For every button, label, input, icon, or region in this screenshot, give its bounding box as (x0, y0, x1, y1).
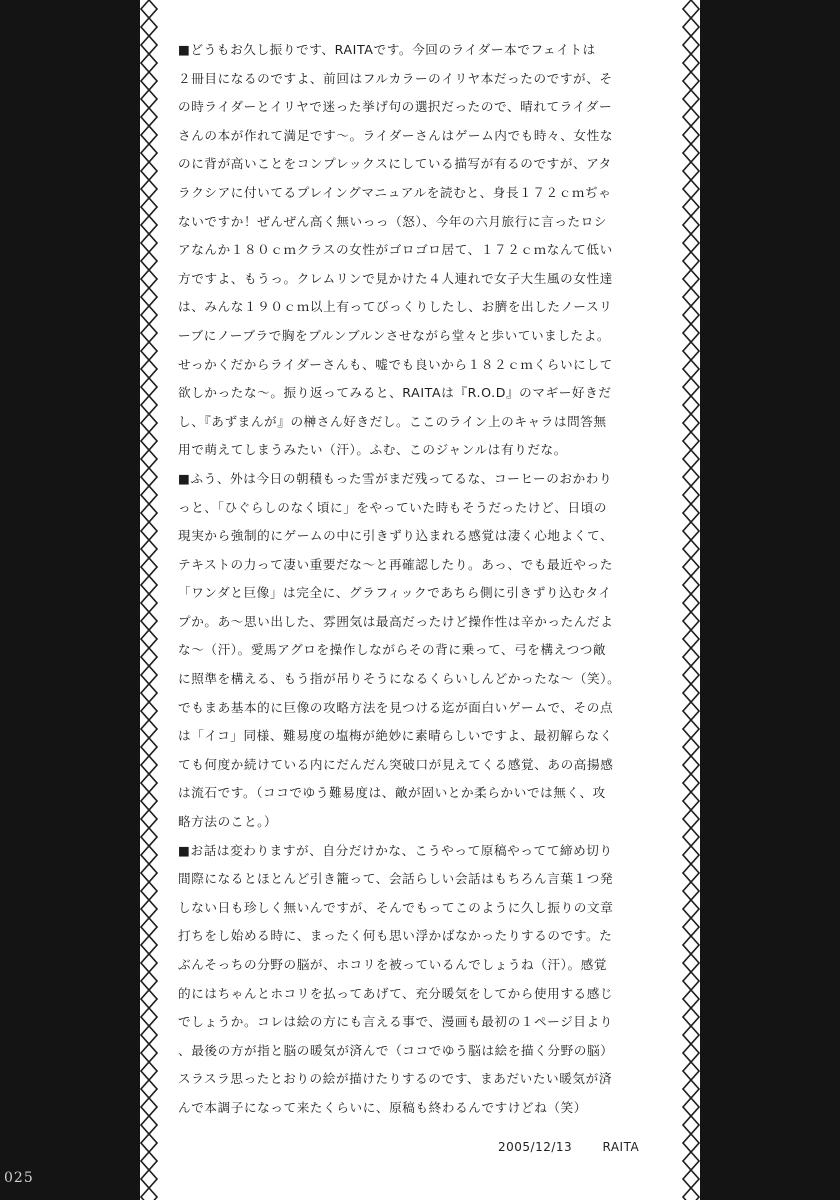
diamond-ornament (683, 1170, 699, 1188)
diamond-ornament (141, 990, 157, 1008)
text-line: 「ワンダと巨像」は完全に、グラフィックであちら側に引きずり込むタイ (178, 585, 612, 601)
text-line: ーブにノーブラで胸をブルンブルンさせながら堂々と歩いていましたよ。 (178, 327, 611, 343)
diamond-ornament (141, 18, 157, 36)
diamond-ornament (141, 954, 157, 972)
text-line: 的にはちゃんとホコリを払ってあげて、充分暖気をしてから使用する感じ (178, 985, 614, 1001)
diamond-ornament (141, 810, 157, 828)
diamond-ornament (141, 54, 157, 72)
diamond-ornament (141, 1134, 157, 1152)
text-line: ぶんそっちの分野の脳が、ホコリを被っているんでしょうね（汗）。感覚 (178, 957, 608, 972)
diamond-ornament (141, 468, 157, 486)
diamond-ornament (141, 792, 157, 810)
diamond-ornament (141, 252, 157, 270)
diamond-ornament (141, 144, 157, 162)
text-line: 欲しかったな～。振り返ってみると、RAITAは『R.O.D』のマギー好きだ (178, 385, 612, 401)
diamond-ornament (141, 666, 157, 684)
diamond-ornament (141, 270, 157, 288)
diamond-ornament (141, 1098, 157, 1116)
diamond-ornament (141, 126, 157, 144)
diamond-ornament (141, 846, 157, 864)
text-line: ■ふう、外は今日の朝積もった雪がまだ残ってるな、コーヒーのおかわり (178, 470, 613, 486)
text-line: 、最後の方が指と脳の暖気が済んで（ココでゆう脳は絵を描く分野の脳） (178, 1042, 614, 1058)
diamond-ornament (141, 720, 157, 738)
diamond-ornament (141, 72, 157, 90)
text-line: せっかくだからライダーさんも、嘘でも良いから１８２ｃｍくらいにして (178, 356, 613, 372)
text-line: 現実から強制的にゲームの中に引きずり込まれる感覚は凄く心地よくて、 (178, 528, 614, 544)
diamond-ornament (141, 504, 157, 522)
text-line: は「イコ」同様、難易度の塩梅が絶妙に素晴らしいですよ、最初解らなく (178, 728, 613, 744)
diamond-ornament (141, 738, 157, 756)
text-line: 方ですよ、もうっ。クレムリンで見かけた４人連れで女子大生風の女性達 (178, 270, 613, 286)
diamond-ornament (141, 324, 157, 342)
diamond-ornament (141, 288, 157, 306)
text-line: ラクシアに付いてるプレイングマニュアルを読むと、身長１７２ｃｍぢゃ (178, 184, 612, 200)
diamond-ornament (141, 342, 157, 360)
diamond-ornament (141, 450, 157, 468)
text-line: な～（汗）。愛馬アグロを操作しながらその背に乗って、弓を構えつつ敵 (178, 642, 607, 658)
diamond-ornament (141, 882, 157, 900)
diamond-ornament (683, 18, 699, 36)
text-line: に照準を構える、もう指が吊りそうになるくらいしんどかったな～（笑）。 (178, 671, 621, 687)
diamond-ornament (683, 1134, 699, 1152)
diamond-ornament (141, 1116, 157, 1134)
diamond-ornament (683, 0, 699, 18)
diamond-ornament (141, 1026, 157, 1044)
text-line: 用で萌えてしまうみたい（汗）。ふむ、このジャンルは有りだな。 (178, 442, 567, 458)
paragraph-3 (178, 837, 688, 1123)
diamond-ornament (141, 630, 157, 648)
diamond-ornament (141, 522, 157, 540)
text-line: テキストの力って凄い重要だな～と再確認したり。あっ、でも最近やった (178, 556, 614, 572)
right-dark-margin (700, 0, 840, 1200)
diamond-ornament (141, 378, 157, 396)
text-line: でしょうか。コレは絵の方にも言える事で、漫画も最初の１ページ目より (178, 1014, 613, 1030)
diamond-ornament (141, 162, 157, 180)
diamond-ornament (141, 36, 157, 54)
diamond-ornament (141, 918, 157, 936)
diamond-ornament (141, 414, 157, 432)
diamond-ornament (141, 540, 157, 558)
diamond-ornament (141, 576, 157, 594)
diamond-ornament (683, 1152, 699, 1170)
diamond-ornament (141, 828, 157, 846)
diamond-ornament (141, 648, 157, 666)
text-line: は流石です。（ココでゆう難易度は、敵が固いとか柔らかいでは無く、攻 (178, 785, 606, 801)
diamond-ornament (141, 306, 157, 324)
text-line: プか。あ～思い出した、雰囲気は最高だったけど操作性は辛かったんだよ (178, 613, 614, 629)
diamond-ornament (141, 756, 157, 774)
left-dark-margin (0, 0, 140, 1200)
text-line: スラスラ思ったとおりの絵が描けたりするのです、まあだいたい暖気が済 (178, 1071, 613, 1087)
essay-text (178, 36, 688, 1123)
text-line: ても何度か続けている内にだんだん突破口が見えてくる感覚、あの高揚感 (178, 756, 614, 772)
text-line: さんの本が作れて満足です～。ライダーさんはゲーム内でも時々、女性な (178, 127, 614, 143)
diamond-ornament (141, 702, 157, 720)
diamond-ornament (141, 486, 157, 504)
text-line: し、『あずまんが』の榊さん好きだし。ここのライン上のキャラは問答無 (178, 413, 607, 429)
diamond-ornament (141, 558, 157, 576)
text-line: のに背が高いことをコンプレックスにしている描写が有るのですが、アタ (178, 156, 612, 172)
diamond-ornament (141, 234, 157, 252)
diamond-ornament (141, 432, 157, 450)
diamond-ornament (141, 360, 157, 378)
text-line: の時ライダーとイリヤで迷った挙げ句の選択だったので、晴れてライダー (178, 99, 613, 115)
diamond-ornament (141, 1080, 157, 1098)
diamond-ornament (141, 1062, 157, 1080)
signature-date: 2005/12/13 (498, 1140, 573, 1154)
text-line: ■お話は変わりますが、自分だけかな、こうやって原稿やってて締め切り (178, 842, 613, 858)
text-line: は、みんな１９０ｃｍ以上有ってびっくりしたし、お臍を出したノースリ (178, 299, 613, 315)
diamond-ornament (141, 900, 157, 918)
text-line: でもまあ基本的に巨像の攻略方法を見つける迄が面白いゲームで、その点 (178, 699, 614, 715)
diamond-ornament (141, 684, 157, 702)
text-line: ２冊目になるのですよ、前回はフルカラーのイリヤ本だったのですが、そ (178, 70, 613, 86)
diamond-ornament (141, 774, 157, 792)
text-line: 略方法のこと。） (178, 814, 278, 830)
page-number: 025 (4, 1170, 34, 1186)
diamond-ornament (141, 180, 157, 198)
diamond-ornament (141, 1008, 157, 1026)
paragraph-2 (178, 465, 688, 837)
signature-author: RAITA (602, 1140, 640, 1154)
diamond-ornament (141, 1152, 157, 1170)
diamond-ornament (141, 936, 157, 954)
text-line: っと、「ひぐらしのなく頃に」をやっていた時もそうだったけど、日頃の (178, 499, 608, 515)
diamond-ornament (141, 972, 157, 990)
diamond-ornament (141, 198, 157, 216)
paragraph-1 (178, 36, 688, 465)
diamond-ornament (141, 864, 157, 882)
diamond-ornament (141, 0, 157, 18)
text-line: しない日も珍しく無いんですが、そんでもってこのように久し振りの文章 (178, 899, 614, 915)
text-line: ■どうもお久し振りです、RAITAです。今回のライダー本でフェイトは (178, 42, 596, 57)
diamond-ornament (141, 108, 157, 126)
diamond-ornament (141, 1170, 157, 1188)
diamond-ornament (141, 216, 157, 234)
signature (498, 1140, 639, 1154)
text-line: 打ちをし始める時に、まったく何も思い浮かばなかったりするのです。た (178, 928, 613, 944)
diamond-ornament (141, 1188, 157, 1200)
text-line: んで本調子になって来たくらいに、原稿も終わるんですけどね（笑） (178, 1099, 588, 1115)
diamond-ornament (141, 90, 157, 108)
text-line: 間際になるとほとんど引き籠って、会話らしい会話はもちろん言葉１つ発 (178, 871, 614, 887)
text-line: アなんか１８０ｃｍクラスの女性がゴロゴロ居て、１７２ｃｍなんて低い (178, 242, 613, 258)
diamond-ornament (141, 396, 157, 414)
text-line: ないですか！ぜんぜん高く無いっっ（怒）、今年の六月旅行に言ったロシ (178, 213, 608, 229)
diamond-ornament (141, 594, 157, 612)
diamond-ornament (683, 1188, 699, 1200)
diamond-ornament (141, 1044, 157, 1062)
diamond-ornament (141, 612, 157, 630)
left-zigzag-border (140, 0, 158, 1200)
